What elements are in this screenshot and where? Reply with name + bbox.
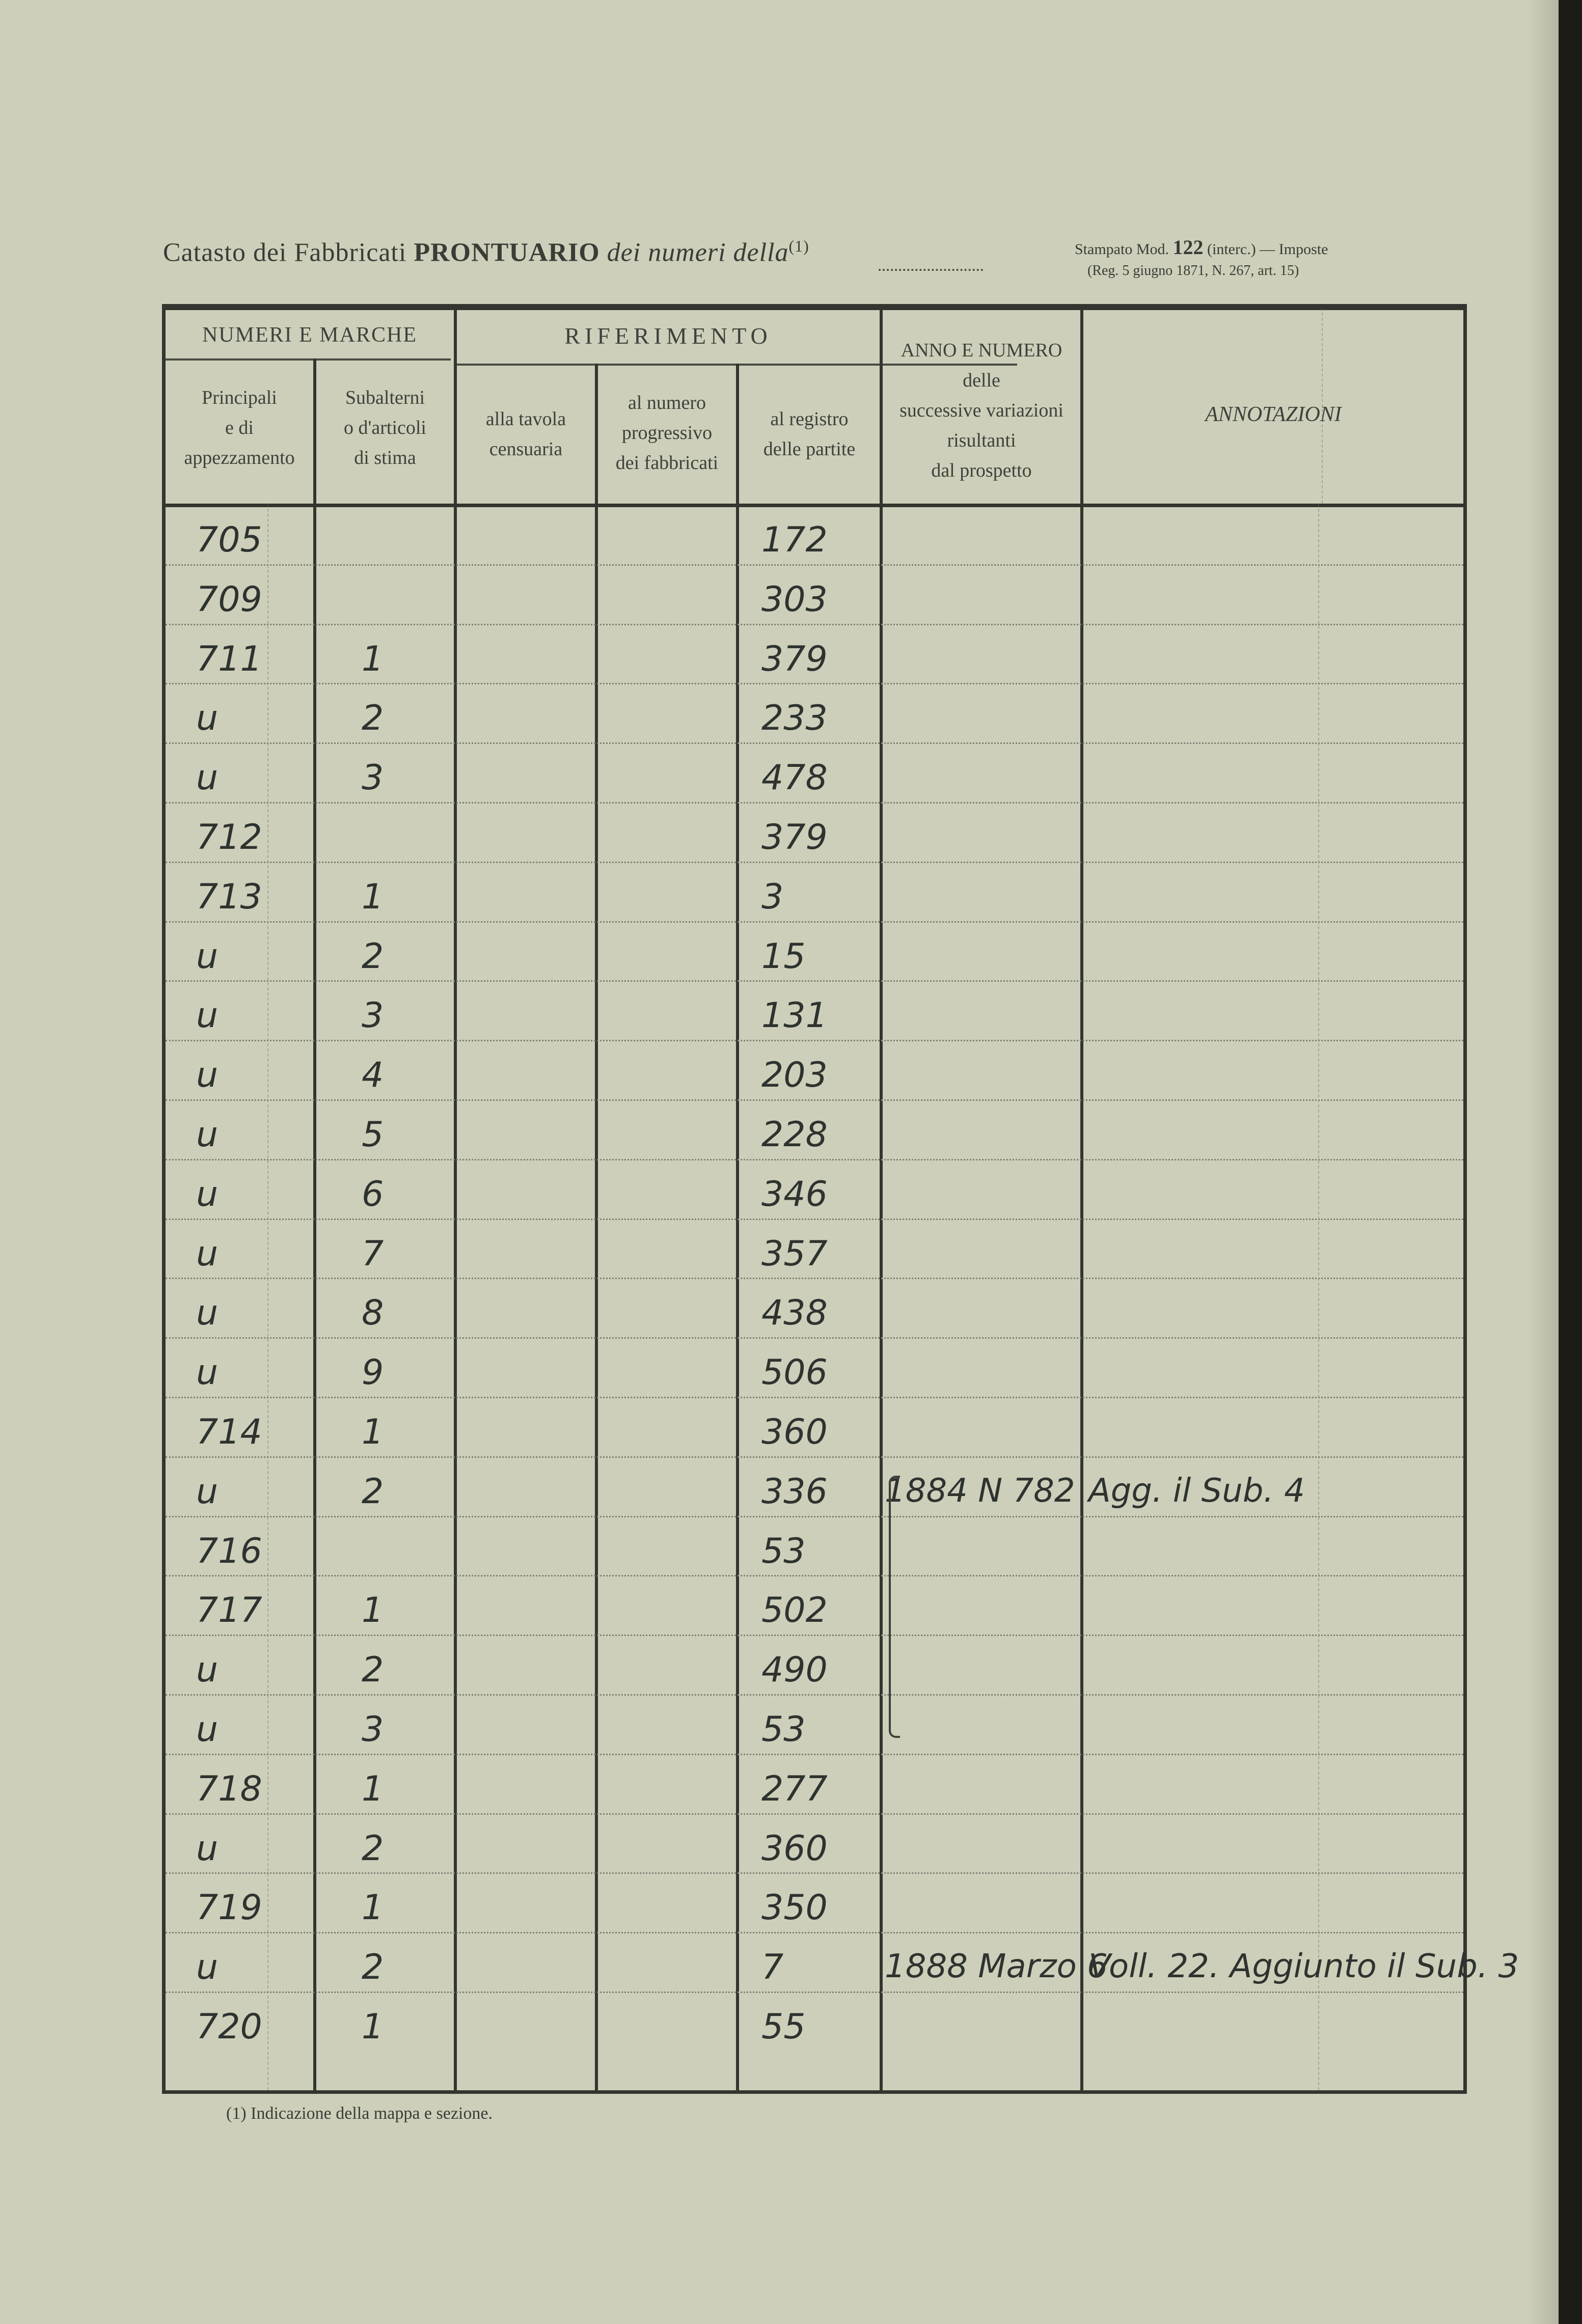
- cell-subalterno: 2: [362, 1471, 384, 1512]
- cell-variazione: 1884 N 782: [885, 1472, 1075, 1510]
- cell-partita: 336: [761, 1471, 828, 1512]
- header-subalterni: Subalterni o d'articoli di stima: [344, 387, 426, 468]
- register-table: [162, 304, 1519, 2094]
- title-italic: dei numeri della: [607, 238, 789, 267]
- cell-principale: 712: [196, 817, 262, 857]
- row-rule: [166, 1872, 1463, 1874]
- cell-principale: 717: [196, 1590, 262, 1631]
- faint-guide: [267, 504, 268, 2090]
- cell-partita: 277: [761, 1768, 828, 1809]
- header-numero-progressivo: al numero progressivo dei fabbricati: [615, 392, 719, 474]
- cell-partita: 3: [761, 876, 784, 917]
- row-rule: [166, 1991, 1463, 1993]
- cell-principale: u: [196, 698, 219, 739]
- cell-partita: 228: [761, 1115, 828, 1155]
- cell-principale: u: [196, 758, 219, 798]
- cell-principale: u: [196, 1115, 219, 1155]
- cell-principale: u: [196, 936, 219, 977]
- col-divider: [454, 308, 457, 2090]
- col-divider: [736, 364, 739, 2090]
- cell-partita: 346: [761, 1174, 828, 1214]
- footnote: (1) Indicazione della mappa e sezione.: [226, 2104, 493, 2123]
- cell-principale: u: [196, 1947, 219, 1988]
- cell-principale: 714: [196, 1412, 262, 1452]
- row-rule: [166, 862, 1463, 863]
- cell-subalterno: 1: [362, 1888, 384, 1928]
- row-rule: [166, 742, 1463, 744]
- col-divider: [313, 358, 316, 2090]
- cell-subalterno: 1: [362, 1768, 384, 1809]
- header-tavola: alla tavola censuaria: [485, 408, 566, 460]
- cell-subalterno: 1: [362, 1412, 384, 1452]
- cell-subalterno: 2: [362, 936, 384, 977]
- cell-partita: 15: [761, 936, 806, 977]
- cell-principale: 709: [196, 579, 262, 620]
- cell-partita: 360: [761, 1828, 828, 1869]
- cell-partita: 502: [761, 1590, 828, 1631]
- stamp-number: 122: [1172, 236, 1204, 259]
- cell-partita: 55: [761, 2007, 806, 2047]
- row-rule: [166, 683, 1463, 684]
- cell-annotazione: Voll. 22. Aggiunto il Sub. 3: [1088, 1948, 1519, 1986]
- row-rule: [166, 921, 1463, 923]
- stamp-prefix: Stampato Mod.: [1075, 241, 1169, 258]
- cell-subalterno: 1: [362, 2007, 384, 2047]
- cell-partita: 350: [761, 1888, 828, 1928]
- cell-partita: 357: [761, 1233, 828, 1274]
- cell-subalterno: 3: [362, 758, 384, 798]
- form-stamp-line2: (Reg. 5 giugno 1871, N. 267, art. 15): [1087, 263, 1299, 279]
- header-riferimento: RIFERIMENTO: [564, 323, 772, 349]
- row-rule: [166, 1219, 1463, 1220]
- cell-subalterno: 4: [362, 1055, 384, 1096]
- cell-partita: 7: [761, 1947, 784, 1988]
- row-rule: [166, 1516, 1463, 1517]
- row-rule: [166, 1040, 1463, 1041]
- title-bold: PRONTUARIO: [414, 238, 600, 267]
- cell-principale: u: [196, 1650, 219, 1691]
- col-divider: [595, 364, 598, 2090]
- cell-partita: 379: [761, 639, 828, 679]
- cell-subalterno: 6: [362, 1174, 384, 1214]
- cell-principale: 713: [196, 876, 262, 917]
- row-rule: [166, 802, 1463, 804]
- cell-partita: 233: [761, 698, 828, 739]
- table-top-rule: [166, 308, 1463, 310]
- cell-variazione: 1888 Marzo 6: [885, 1948, 1108, 1986]
- cell-partita: 53: [761, 1531, 806, 1571]
- form-stamp-line1: [1075, 235, 1328, 259]
- cell-subalterno: 2: [362, 1828, 384, 1869]
- cell-partita: 360: [761, 1412, 828, 1452]
- cell-partita: 303: [761, 579, 828, 620]
- header-numeri-e-marche: NUMERI E MARCHE: [202, 323, 417, 347]
- cell-subalterno: 1: [362, 1590, 384, 1631]
- page-title: [163, 237, 809, 267]
- title-prefix: Catasto dei Fabbricati: [163, 238, 407, 267]
- cell-principale: u: [196, 1471, 219, 1512]
- row-rule: [166, 564, 1463, 566]
- cell-principale: u: [196, 1293, 219, 1334]
- cell-principale: u: [196, 1174, 219, 1214]
- cell-principale: u: [196, 1352, 219, 1393]
- title-footnote-mark: (1): [788, 237, 809, 255]
- row-rule: [166, 1456, 1463, 1458]
- cell-partita: 478: [761, 758, 828, 798]
- cell-subalterno: 7: [362, 1233, 384, 1274]
- cell-principale: 718: [196, 1768, 262, 1809]
- cell-subalterno: 5: [362, 1115, 384, 1155]
- row-rule: [166, 1813, 1463, 1815]
- header-annotazioni: ANNOTAZIONI: [1205, 403, 1342, 426]
- row-rule: [166, 1397, 1463, 1398]
- cell-principale: u: [196, 1055, 219, 1096]
- stamp-suffix: (interc.) — Imposte: [1207, 241, 1328, 258]
- cell-subalterno: 2: [362, 698, 384, 739]
- cell-principale: 711: [196, 639, 262, 679]
- row-rule: [166, 1694, 1463, 1696]
- row-rule: [166, 1337, 1463, 1339]
- cell-subalterno: 1: [362, 876, 384, 917]
- cell-principale: 705: [196, 520, 262, 560]
- cell-principale: u: [196, 1828, 219, 1869]
- cell-partita: 490: [761, 1650, 828, 1691]
- cell-annotazione: Agg. il Sub. 4: [1088, 1472, 1305, 1510]
- cell-partita: 131: [761, 995, 828, 1036]
- row-rule: [166, 1754, 1463, 1755]
- cell-principale: 719: [196, 1888, 262, 1928]
- cell-subalterno: 2: [362, 1947, 384, 1988]
- cell-principale: u: [196, 1233, 219, 1274]
- cell-subalterno: 1: [362, 639, 384, 679]
- cell-principale: 720: [196, 2007, 262, 2047]
- faint-guide: [1318, 504, 1319, 2090]
- header-principali: Principali e di appezzamento: [184, 387, 295, 468]
- numeri-subheader-rule: [166, 358, 451, 361]
- cell-partita: 203: [761, 1055, 828, 1096]
- row-rule: [166, 1932, 1463, 1933]
- cell-subalterno: 8: [362, 1293, 384, 1334]
- row-rule: [166, 1159, 1463, 1160]
- cell-partita: 53: [761, 1709, 806, 1750]
- cell-principale: u: [196, 995, 219, 1036]
- cell-subalterno: 3: [362, 995, 384, 1036]
- cell-subalterno: 3: [362, 1709, 384, 1750]
- header-registro: al registro delle partite: [763, 408, 856, 460]
- cell-partita: 438: [761, 1293, 828, 1334]
- row-rule: [166, 1635, 1463, 1636]
- bracket-mark: [889, 1476, 900, 1738]
- header-anno-numero: ANNO E NUMERO delle successive variazioni risultanti dal prospetto: [899, 340, 1063, 481]
- row-rule: [166, 624, 1463, 625]
- header-bottom-rule: [166, 504, 1463, 507]
- row-rule: [166, 1099, 1463, 1101]
- cell-partita: 506: [761, 1352, 828, 1393]
- row-rule: [166, 980, 1463, 982]
- cell-principale: u: [196, 1709, 219, 1750]
- cell-partita: 379: [761, 817, 828, 857]
- row-rule: [166, 1278, 1463, 1279]
- col-divider: [880, 308, 883, 2090]
- row-rule: [166, 1575, 1463, 1576]
- col-divider: [1080, 308, 1083, 2090]
- cell-partita: 172: [761, 520, 828, 560]
- cell-subalterno: 9: [362, 1352, 384, 1393]
- title-blank-line: [879, 269, 983, 271]
- cell-principale: 716: [196, 1531, 262, 1571]
- cell-subalterno: 2: [362, 1650, 384, 1691]
